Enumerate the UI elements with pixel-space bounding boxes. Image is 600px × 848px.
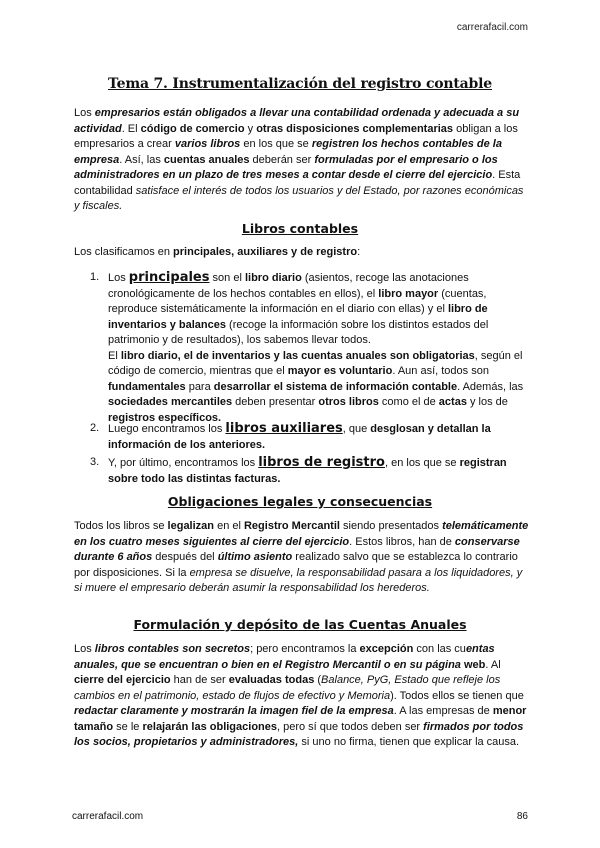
section-heading-obligaciones: Obligaciones legales y consecuencias <box>167 494 433 509</box>
list-item: 3. Y, por último, encontramos los libros de registro, en los que se registran sobre todo las distintas facturas. <box>90 455 507 485</box>
obligaciones-paragraph: Todos los libros se legalizan en el Registro Mercantil siendo presentados telemáticamente en los cuatro meses siguientes al cierre del ejercicio. Estos libros, han de conservarse durante 6 años después del último asiento realizado salvo que se establezca lo contrario por disposiciones. Si la empresa se disuelve, la responsabilidad pasara a los liquidadores, y si muere el empresario deberán asumir la responsabilidad los herederos. <box>74 520 529 594</box>
libros-clasificacion: Los clasificamos en principales, auxiliares y de registro: <box>74 246 361 258</box>
section-heading-formulacion: Formulación y depósito de las Cuentas Anuales <box>133 617 467 632</box>
formulacion-paragraph: Los libros contables son secretos; pero encontramos la excepción con las cuentas anuales, que se encuentran o bien en el Registro Mercantil o en su página web. Al cierre del ejercicio han de ser evaluadas todas (Balance, PyG, Estado que refleje los cambios en el patrimonio, estado de flujos de efectivo y Memoria). Todos ellos se tienen que redactar claramente y mostrarán la imagen fiel de la empresa. A las empresas de menor tamaño se le relajarán las obligaciones, pero sí que todos deben ser firmados por todos los socios, propietarios y administradores, si uno no firma, tienen que explicar la causa. <box>74 643 527 748</box>
page-number: 86 <box>516 811 528 822</box>
list-item: 1. Los principales son el libro diario (asientos, recoge las anotaciones cronológicamente de los hechos contables en ellos), el libro mayor (cuentas, reproduce sistemáticamente la información en el diario con ellas) y el libro de inventarios y balances (recoge la información sobre los distintos estados del patrimonio y de resultados), los sabemos llevar todos. El libro diario, el de inventarios y las cuentas anuales son obligatorias, según el código de comercio, mientras que el mayor es voluntario. Aun así, todos son fundamentales para desarrollar el sistema de información contable. Además, las sociedades mercantiles deben presentar otros libros como el de actas y los de registros específicos. <box>90 270 524 424</box>
page-title: Tema 7. Instrumentalización del registro contable <box>108 76 492 92</box>
list-item: 2. Luego encontramos los libros auxiliares, que desglosan y detallan la información de los anteriores. <box>90 421 491 451</box>
header-site: carrerafacil.com <box>456 22 528 33</box>
intro-paragraph: Los empresarios están obligados a llevar una contabilidad ordenada y adecuada a su actividad. El código de comercio y otras disposiciones complementarias obligan a los empresarios a crear varios libros en los que se registren los hechos contables de la empresa. Así, las cuentas anuales deberán ser formuladas por el empresario o los administradores en un plazo de tres meses a contar desde el cierre del ejercicio. Esta contabilidad satisface el interés de todos los usuarios y del Estado, por razones económicas y fiscales. <box>74 107 524 212</box>
footer-site: carrerafacil.com <box>72 811 144 822</box>
section-heading-libros: Libros contables <box>241 221 359 236</box>
